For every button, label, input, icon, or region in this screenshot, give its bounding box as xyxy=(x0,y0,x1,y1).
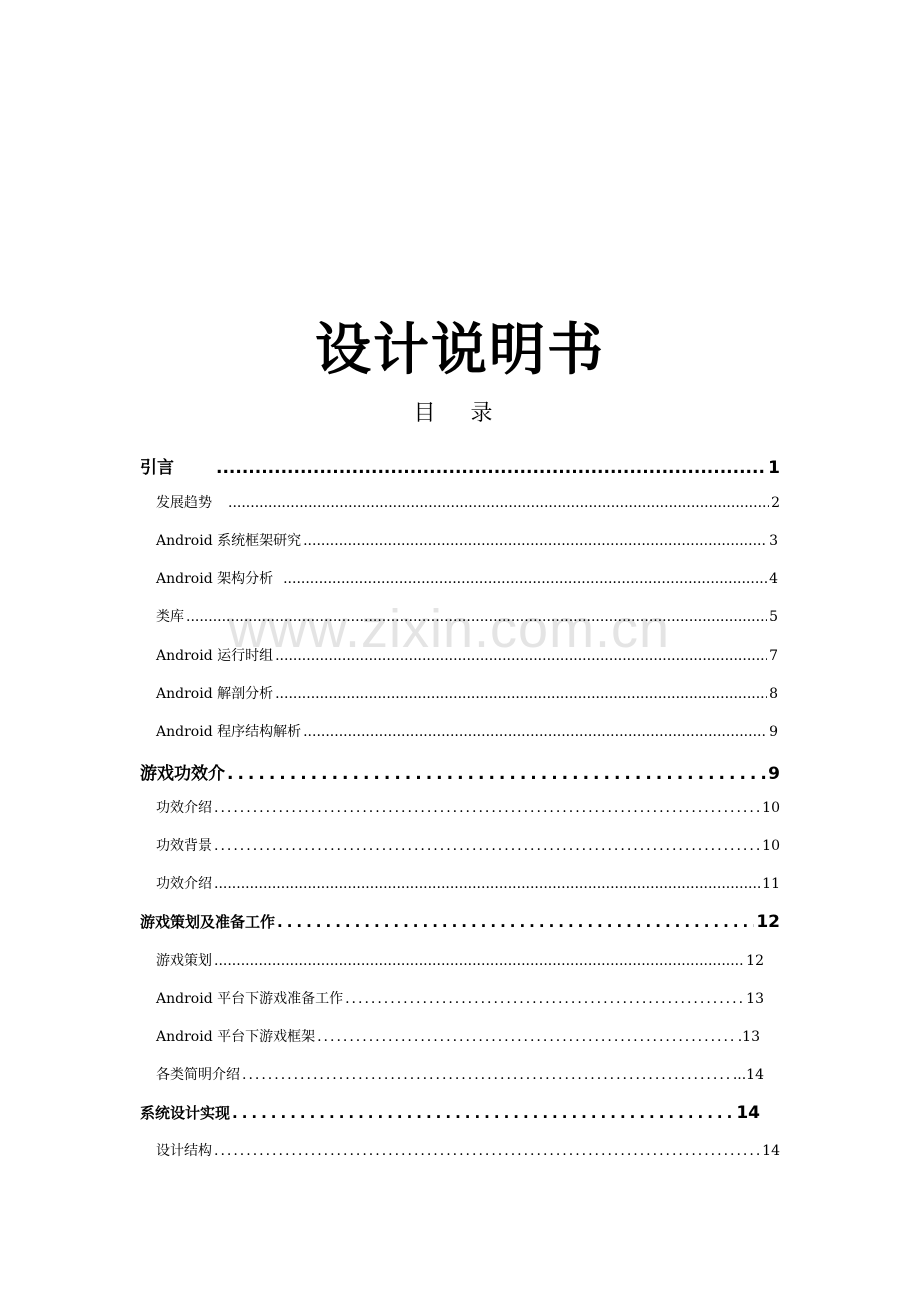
toc-entry-label: 系统设计实现 xyxy=(140,1104,231,1122)
toc-entry[interactable] xyxy=(156,1026,760,1046)
toc-entry-page: 3 xyxy=(769,533,778,549)
toc-entry-page: 9 xyxy=(769,724,778,740)
toc-entry-label: 功效介绍 xyxy=(156,876,212,892)
toc-entry[interactable] xyxy=(140,911,780,932)
toc-entry[interactable] xyxy=(156,1064,764,1084)
toc-entry-label: 功效介绍 xyxy=(156,800,212,816)
watermark: www.zixin.com.cn xyxy=(228,599,671,659)
toc-entry[interactable] xyxy=(156,492,780,512)
toc-leader-dots xyxy=(242,1067,731,1083)
toc-entry-page: 8 xyxy=(769,686,778,702)
toc-leader-dots xyxy=(214,1143,760,1159)
toc-entry-label: Android 架构分析 xyxy=(156,571,274,587)
toc-entry-label: Android 解剖分析 xyxy=(156,686,274,702)
toc-entry[interactable] xyxy=(156,988,764,1008)
toc-entry[interactable] xyxy=(156,683,778,703)
toc-entry[interactable] xyxy=(156,797,780,817)
toc-entry-page: 12 xyxy=(746,953,764,969)
toc-leader-dots xyxy=(232,1104,734,1122)
toc-entry-page: 9 xyxy=(768,764,780,784)
toc-entry-label: Android 系统框架研究 xyxy=(156,533,302,549)
toc-entry-label: 游戏功效介 xyxy=(140,764,225,784)
toc-leader-dots xyxy=(214,953,744,969)
toc-leader-dots xyxy=(228,495,769,511)
toc-entry-page: 4 xyxy=(769,571,778,587)
toc-entry[interactable] xyxy=(156,530,778,550)
toc-entry-page: .13 xyxy=(737,1029,760,1045)
toc-entry-page: 5 xyxy=(769,609,778,625)
toc-leader-dots xyxy=(275,648,767,664)
toc-entry-page: 12 xyxy=(756,912,780,932)
toc-entry-page: 14 xyxy=(762,1143,780,1159)
toc-leader-dots xyxy=(275,686,767,702)
toc-entry-page: 14 xyxy=(736,1103,760,1123)
toc-leader-dots xyxy=(277,913,754,931)
toc-leader-dots xyxy=(303,533,767,549)
toc-leader-dots xyxy=(317,1029,736,1045)
toc-entry-page: 7 xyxy=(769,648,778,664)
toc-leader-dots xyxy=(345,991,744,1007)
toc-entry[interactable] xyxy=(140,453,780,478)
toc-entry[interactable] xyxy=(156,873,780,893)
toc-entry[interactable] xyxy=(156,606,778,626)
toc-entry-label: Android 平台下游戏框架 xyxy=(156,1029,316,1045)
toc-entry-page: 10 xyxy=(762,838,780,854)
toc-entry-label: 类库 xyxy=(156,609,184,625)
toc-leader-dots xyxy=(214,876,760,892)
toc-entry-page: 13 xyxy=(746,991,764,1007)
toc-entry-label: 各类简明介绍 xyxy=(156,1067,240,1083)
toc-entry[interactable] xyxy=(140,1102,760,1123)
toc-entry[interactable] xyxy=(156,721,778,741)
toc-entry-label: 游戏策划 xyxy=(156,953,212,969)
toc-leader-dots xyxy=(283,571,767,587)
toc-heading: 目 录 xyxy=(413,401,507,426)
toc-leader-dots xyxy=(227,764,766,784)
toc-entry-label: 功效背景 xyxy=(156,838,212,854)
toc-leader-dots xyxy=(214,800,760,816)
toc-entry[interactable] xyxy=(156,645,778,665)
toc-leader-dots xyxy=(216,458,766,478)
toc-entry-label: 引言 xyxy=(140,458,174,478)
document-title: 设计说明书 xyxy=(315,318,605,383)
toc-entry-label: 游戏策划及准备工作 xyxy=(140,913,276,931)
toc-entry[interactable] xyxy=(156,1140,780,1160)
toc-entry[interactable] xyxy=(156,835,780,855)
toc-leader-dots xyxy=(303,724,767,740)
toc-entry[interactable] xyxy=(140,759,780,784)
toc-entry-label: Android 平台下游戏准备工作 xyxy=(156,991,344,1007)
toc-entry-page: 11 xyxy=(762,876,780,892)
toc-entry-label: Android 运行时组 xyxy=(156,648,274,664)
toc-entry-label: 发展趋势 xyxy=(156,495,212,511)
toc-entry-page: 1 xyxy=(768,458,780,478)
toc-entry[interactable] xyxy=(156,568,778,588)
toc-leader-dots xyxy=(214,838,760,854)
toc-entry-page: 10 xyxy=(762,800,780,816)
toc-leader-dots xyxy=(186,609,767,625)
toc-entry[interactable] xyxy=(156,950,764,970)
toc-entry-label: Android 程序结构解析 xyxy=(156,724,302,740)
toc-entry-page: ...14 xyxy=(732,1067,764,1083)
toc-entry-label: 设计结构 xyxy=(156,1143,212,1159)
toc-entry-page: 2 xyxy=(771,495,780,511)
